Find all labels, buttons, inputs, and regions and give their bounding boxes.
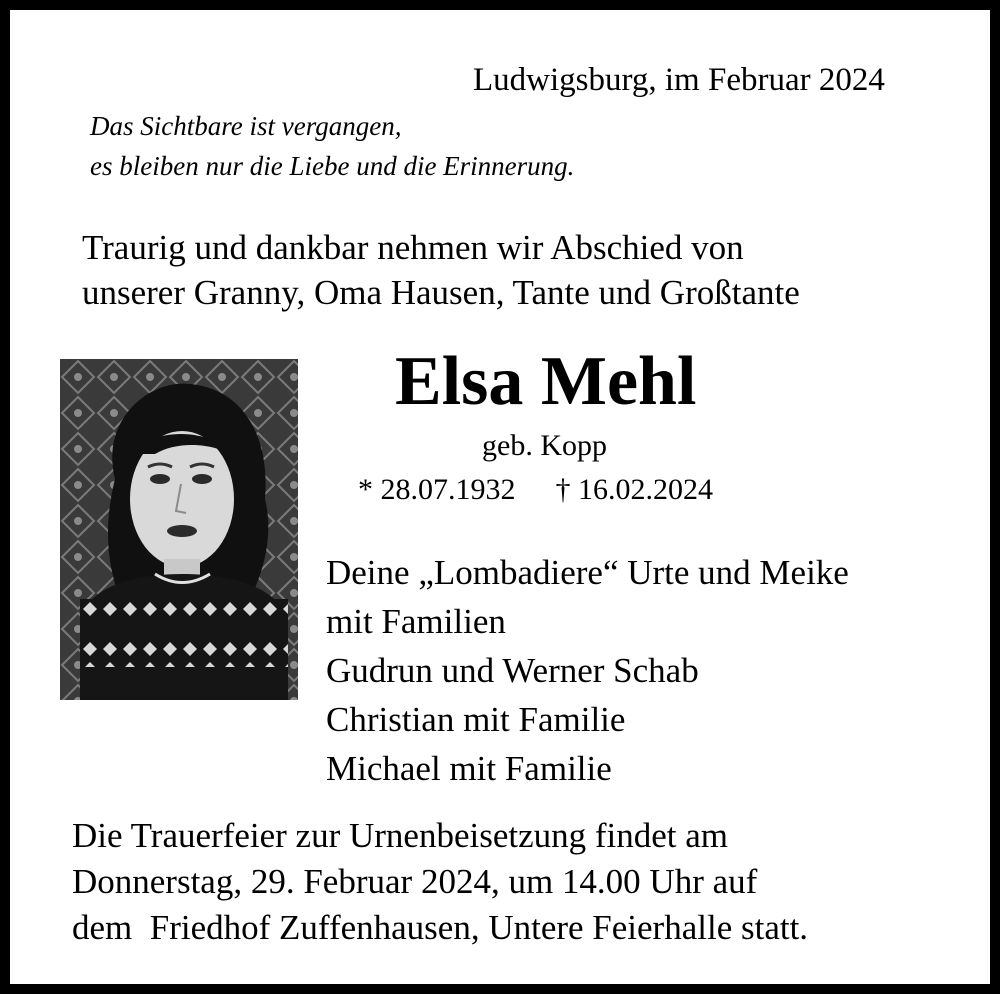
quote-line: Das Sichtbare ist vergangen, xyxy=(90,111,402,141)
service-line: Donnerstag, 29. Februar 2024, um 14.00 Uhr auf xyxy=(72,862,758,901)
service-line: Die Trauerfeier zur Urnenbeisetzung findet am xyxy=(72,816,729,855)
portrait-photo-icon xyxy=(60,359,298,700)
intro-line: Traurig und dankbar nehmen wir Abschied von xyxy=(82,228,744,267)
mourner-line: Michael mit Familie xyxy=(326,749,612,788)
mourners-list xyxy=(326,548,849,793)
deceased-name: Elsa Mehl xyxy=(395,343,697,420)
life-dates xyxy=(358,472,713,508)
intro-line: unserer Granny, Oma Hausen, Tante und Großtante xyxy=(82,273,800,312)
portrait-illustration xyxy=(60,359,298,700)
memorial-quote xyxy=(90,106,574,186)
birth-date: * 28.07.1932 xyxy=(358,473,516,506)
mourner-line: Christian mit Familie xyxy=(326,700,626,739)
farewell-intro xyxy=(82,225,800,315)
place-and-date: Ludwigsburg, im Februar 2024 xyxy=(473,62,885,98)
quote-line: es bleiben nur die Liebe und die Erinnerung. xyxy=(90,151,575,181)
mourner-line: mit Familien xyxy=(326,602,506,641)
death-date: † 16.02.2024 xyxy=(555,473,713,506)
mourner-line: Deine „Lombadiere“ Urte und Meike xyxy=(326,553,849,592)
service-notice xyxy=(72,813,808,951)
service-line: dem Friedhof Zuffenhausen, Untere Feierhalle statt. xyxy=(72,908,809,947)
mourner-line: Gudrun und Werner Schab xyxy=(326,651,699,690)
maiden-name: geb. Kopp xyxy=(482,429,607,462)
